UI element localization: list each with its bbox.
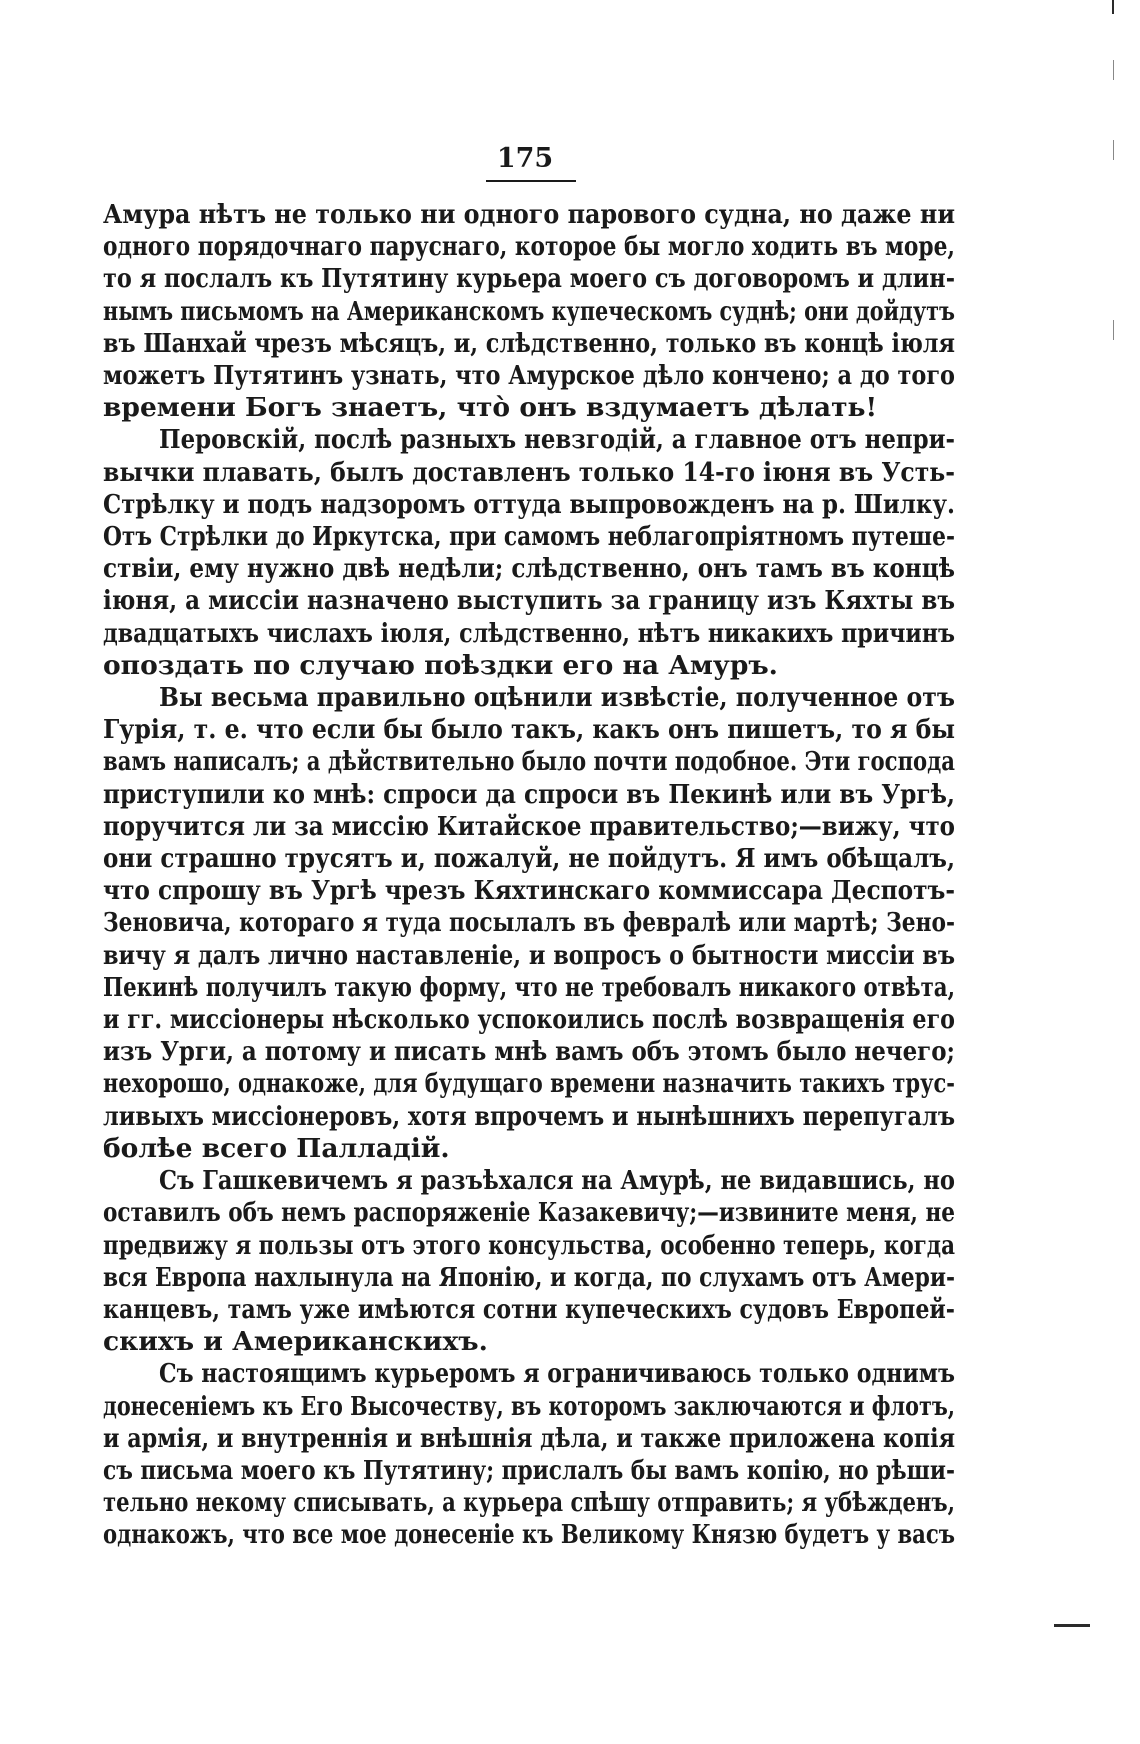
paragraph [103, 1165, 955, 1358]
text-line: въ Шанхай чрезъ мѣсяцъ, и, слѣдственно, только въ концѣ iюля [103, 327, 955, 359]
text-line: вся Европа нахлынула на Японію, и когда, по слухамъ отъ Амери- [103, 1261, 955, 1293]
scan-edge-mark [1112, 0, 1114, 14]
text-line: Зеновича, котораго я туда посылалъ въ февралѣ или мартѣ; Зено- [103, 907, 955, 939]
text-line: Стрѣлку и подъ надзоромъ оттуда выпровожденъ на р. Шилку. [103, 488, 955, 520]
text-line: то я послалъ къ Путятину курьера моего съ договоромъ и длин- [103, 263, 955, 295]
paragraph [103, 424, 955, 682]
text-line: оставилъ объ немъ распоряженіе Казакевичу;—извините меня, не [103, 1197, 955, 1229]
text-line: что спрошу въ Ургѣ чрезъ Кяхтинскаго коммиссара Деспотъ- [103, 875, 955, 907]
paragraph [103, 682, 955, 1165]
text-line: Съ настоящимъ курьеромъ я ограничиваюсь только однимъ [159, 1358, 955, 1390]
scan-edge-tick [1113, 140, 1114, 160]
text-line: Пекинѣ получилъ такую форму, что не требовалъ никакого отвѣта, [103, 971, 955, 1003]
text-line: вычки плавать, былъ доставленъ только 14-го iюня въ Усть- [103, 456, 955, 488]
text-line: времени Богъ знаетъ, что̀ онъ вздумаетъ дѣлать! [103, 392, 878, 424]
text-line: изъ Урги, а потому и писать мнѣ вамъ объ этомъ было нечего; [103, 1036, 955, 1068]
body-text [103, 199, 955, 1552]
text-line: съ письма моего къ Путятину; прислалъ бы вамъ копію, но рѣши- [103, 1454, 955, 1486]
text-line: ствіи, ему нужно двѣ недѣли; слѣдственно, онъ тамъ въ концѣ [103, 553, 955, 585]
text-line: вичу я далъ лично наставленіе, и вопросъ о бытности миссіи въ [103, 939, 955, 971]
scan-margin-dash [1054, 1624, 1090, 1627]
text-line: Съ Гашкевичемъ я разъѣхался на Амурѣ, не видавшись, но [159, 1165, 955, 1197]
text-line: одного порядочнаго паруснаго, которое бы могло ходить въ море, [103, 231, 955, 263]
scan-edge-tick [1113, 60, 1114, 80]
text-line: нехорошо, однакоже, для будущаго времени назначить такихъ трус- [103, 1068, 955, 1100]
text-line: канцевъ, тамъ уже имѣются сотни купеческихъ судовъ Европей- [103, 1293, 955, 1325]
text-line: опоздать по случаю поѣздки его на Амуръ. [103, 649, 778, 681]
text-line: Гурія, т. е. что если бы было такъ, какъ онъ пишетъ, то я бы [103, 714, 955, 746]
text-line: они страшно трусятъ и, пожалуй, не пойдутъ. Я имъ обѣщалъ, [103, 843, 955, 875]
text-line: Вы весьма правильно оцѣнили извѣстіе, полученное отъ [159, 682, 955, 714]
text-line: Перовскій, послѣ разныхъ невзгодій, а главное отъ непри- [159, 424, 955, 456]
text-line: однакожъ, что все мое донесеніе къ Великому Князю будетъ у васъ [103, 1519, 955, 1551]
text-line: скихъ и Американскихъ. [103, 1326, 488, 1358]
text-line: можетъ Путятинъ узнать, что Амурское дѣло кончено; а до того [103, 360, 955, 392]
paragraph [103, 1358, 955, 1551]
text-line: ливыхъ миссіонеровъ, хотя впрочемъ и нынѣшнихъ перепугалъ [103, 1100, 955, 1132]
text-line: вамъ написалъ; а дѣйствительно было почти подобное. Эти господа [103, 746, 955, 778]
text-line: болѣе всего Палладій. [103, 1132, 450, 1164]
scan-edge-tick [1113, 320, 1114, 340]
text-line: предвижу я пользы отъ этого консульства, особенно теперь, когда [103, 1229, 955, 1261]
text-line: нымъ письмомъ на Американскомъ купеческомъ суднѣ; они дойдутъ [103, 295, 955, 327]
page-number-rule [486, 180, 576, 182]
paragraph [103, 199, 955, 424]
text-line: поручится ли за миссію Китайское правительство;—вижу, что [103, 810, 955, 842]
text-line: тельно некому списывать, а курьера спѣшу отправить; я убѣжденъ, [103, 1487, 955, 1519]
text-line: Амура нѣтъ не только ни одного парового судна, но даже ни [103, 199, 955, 230]
text-line: Отъ Стрѣлки до Иркутска, при самомъ неблагопріятномъ путеше- [103, 521, 955, 553]
text-line: донесеніемъ къ Его Высочеству, въ которомъ заключаются и флотъ, [103, 1390, 955, 1422]
text-line: приступили ко мнѣ: спроси да спроси въ Пекинѣ или въ Ургѣ, [103, 778, 955, 810]
text-line: и армія, и внутреннія и внѣшнія дѣла, и также приложена копія [103, 1422, 955, 1454]
text-line: и гг. миссіонеры нѣсколько успокоились послѣ возвращенія его [103, 1004, 955, 1036]
text-line: двадцатыхъ числахъ iюля, слѣдственно, нѣтъ никакихъ причинъ [103, 617, 955, 649]
text-line: iюня, а миссіи назначено выступить за границу изъ Кяхты въ [103, 585, 955, 617]
page-number: 175 [496, 143, 554, 174]
